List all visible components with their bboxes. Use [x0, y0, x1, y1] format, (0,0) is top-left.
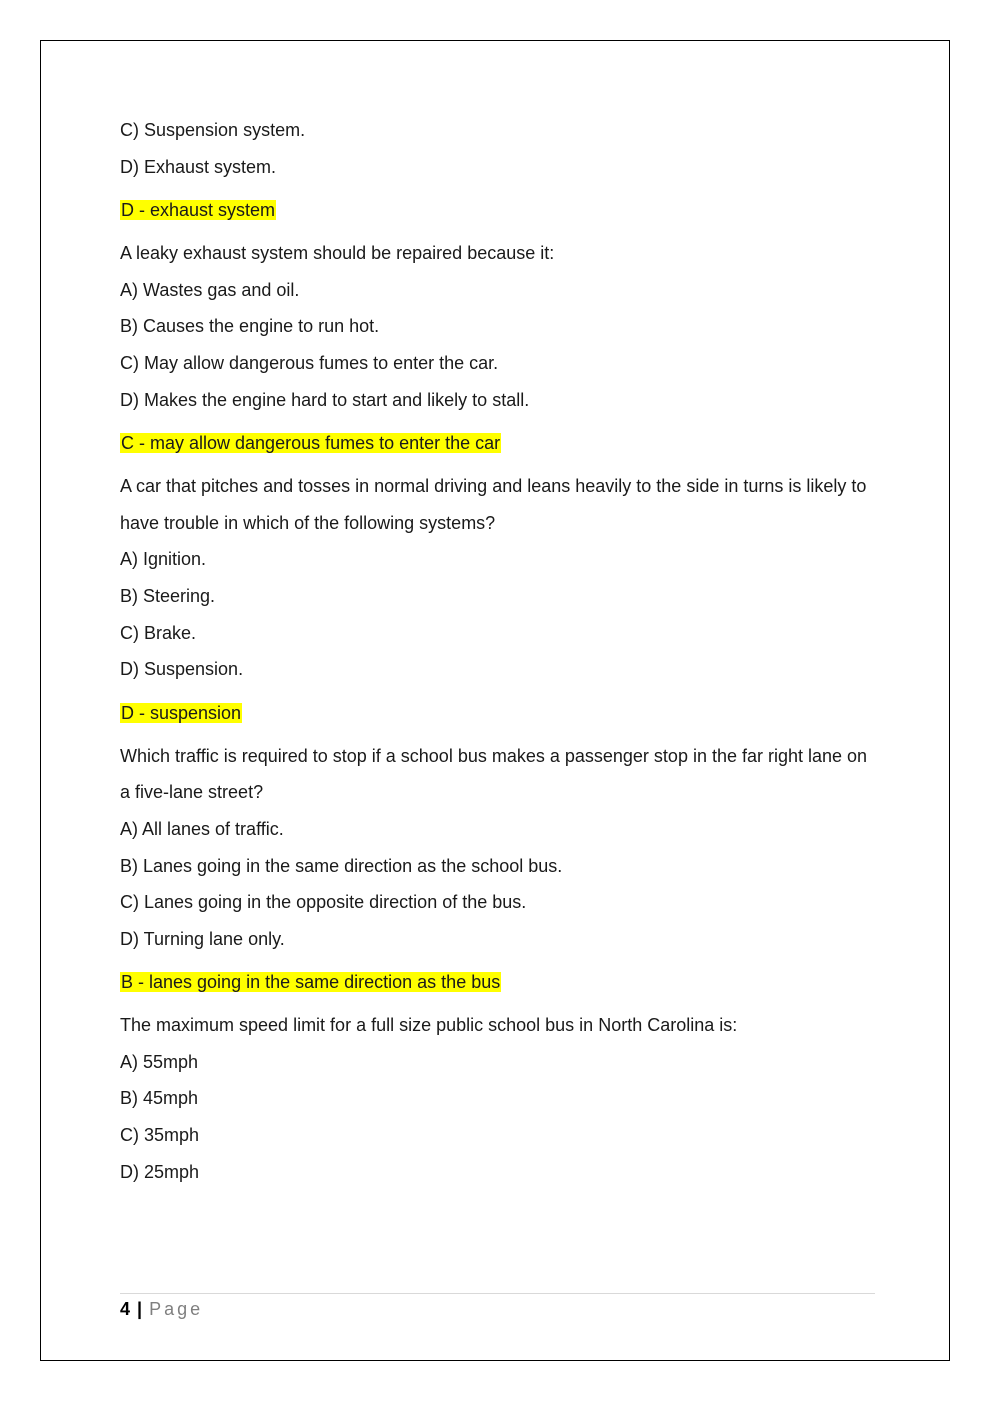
option-b: B) 45mph: [120, 1088, 199, 1109]
option-c: C) Suspension system.: [120, 120, 306, 140]
answer-highlight: D - suspension: [121, 702, 242, 723]
answer-highlight: C - may allow dangerous fumes to enter the car: [121, 433, 501, 454]
question-block: [120, 1007, 880, 1190]
question-block: [120, 468, 880, 725]
option-c: C) 35mph: [120, 1125, 200, 1146]
option-d: D) Suspension.: [120, 659, 244, 680]
option-a: A) All lanes of traffic.: [120, 818, 284, 839]
answer-row: [120, 431, 880, 455]
answer-row: [120, 970, 880, 994]
option-c: C) Brake.: [120, 622, 197, 643]
option-b: B) Lanes going in the same direction as the school bus.: [120, 855, 563, 876]
question-text: Which traffic is required to stop if a school bus makes a passenger stop in the far right lane on a five-lane street?: [120, 745, 868, 803]
question-block: [120, 112, 880, 222]
option-c: C) Lanes going in the opposite direction of the bus.: [120, 892, 527, 913]
page-number: 4: [120, 1299, 131, 1319]
question-text: A leaky exhaust system should be repaired because it:: [120, 243, 555, 264]
option-a: A) 55mph: [120, 1051, 199, 1072]
answer-row: [120, 701, 880, 725]
answer-row: [120, 198, 880, 222]
option-b: B) Steering.: [120, 585, 216, 606]
question-block: [120, 235, 880, 455]
answer-highlight: D - exhaust system: [121, 200, 276, 221]
option-a: A) Wastes gas and oil.: [120, 279, 300, 300]
answer-highlight: B - lanes going in the same direction as the bus: [121, 972, 501, 993]
page-separator: |: [137, 1299, 143, 1319]
option-d: D) Turning lane only.: [120, 928, 285, 949]
option-d: D) Makes the engine hard to start and likely to stall.: [120, 389, 530, 410]
option-d: D) 25mph: [120, 1161, 200, 1182]
question-text: A car that pitches and tosses in normal driving and leans heavily to the side in turns is likely to have trouble in which of the following systems?: [120, 476, 867, 533]
option-d: D) Exhaust system.: [120, 156, 277, 177]
question-text: The maximum speed limit for a full size public school bus in North Carolina is:: [120, 1015, 738, 1036]
document-body: [120, 112, 880, 1190]
option-c: C) May allow dangerous fumes to enter the car.: [120, 352, 499, 373]
question-block: [120, 738, 880, 995]
page-footer: [120, 1293, 875, 1320]
page-label: Page: [149, 1299, 204, 1319]
option-b: B) Causes the engine to run hot.: [120, 316, 380, 337]
option-a: A) Ignition.: [120, 549, 207, 570]
